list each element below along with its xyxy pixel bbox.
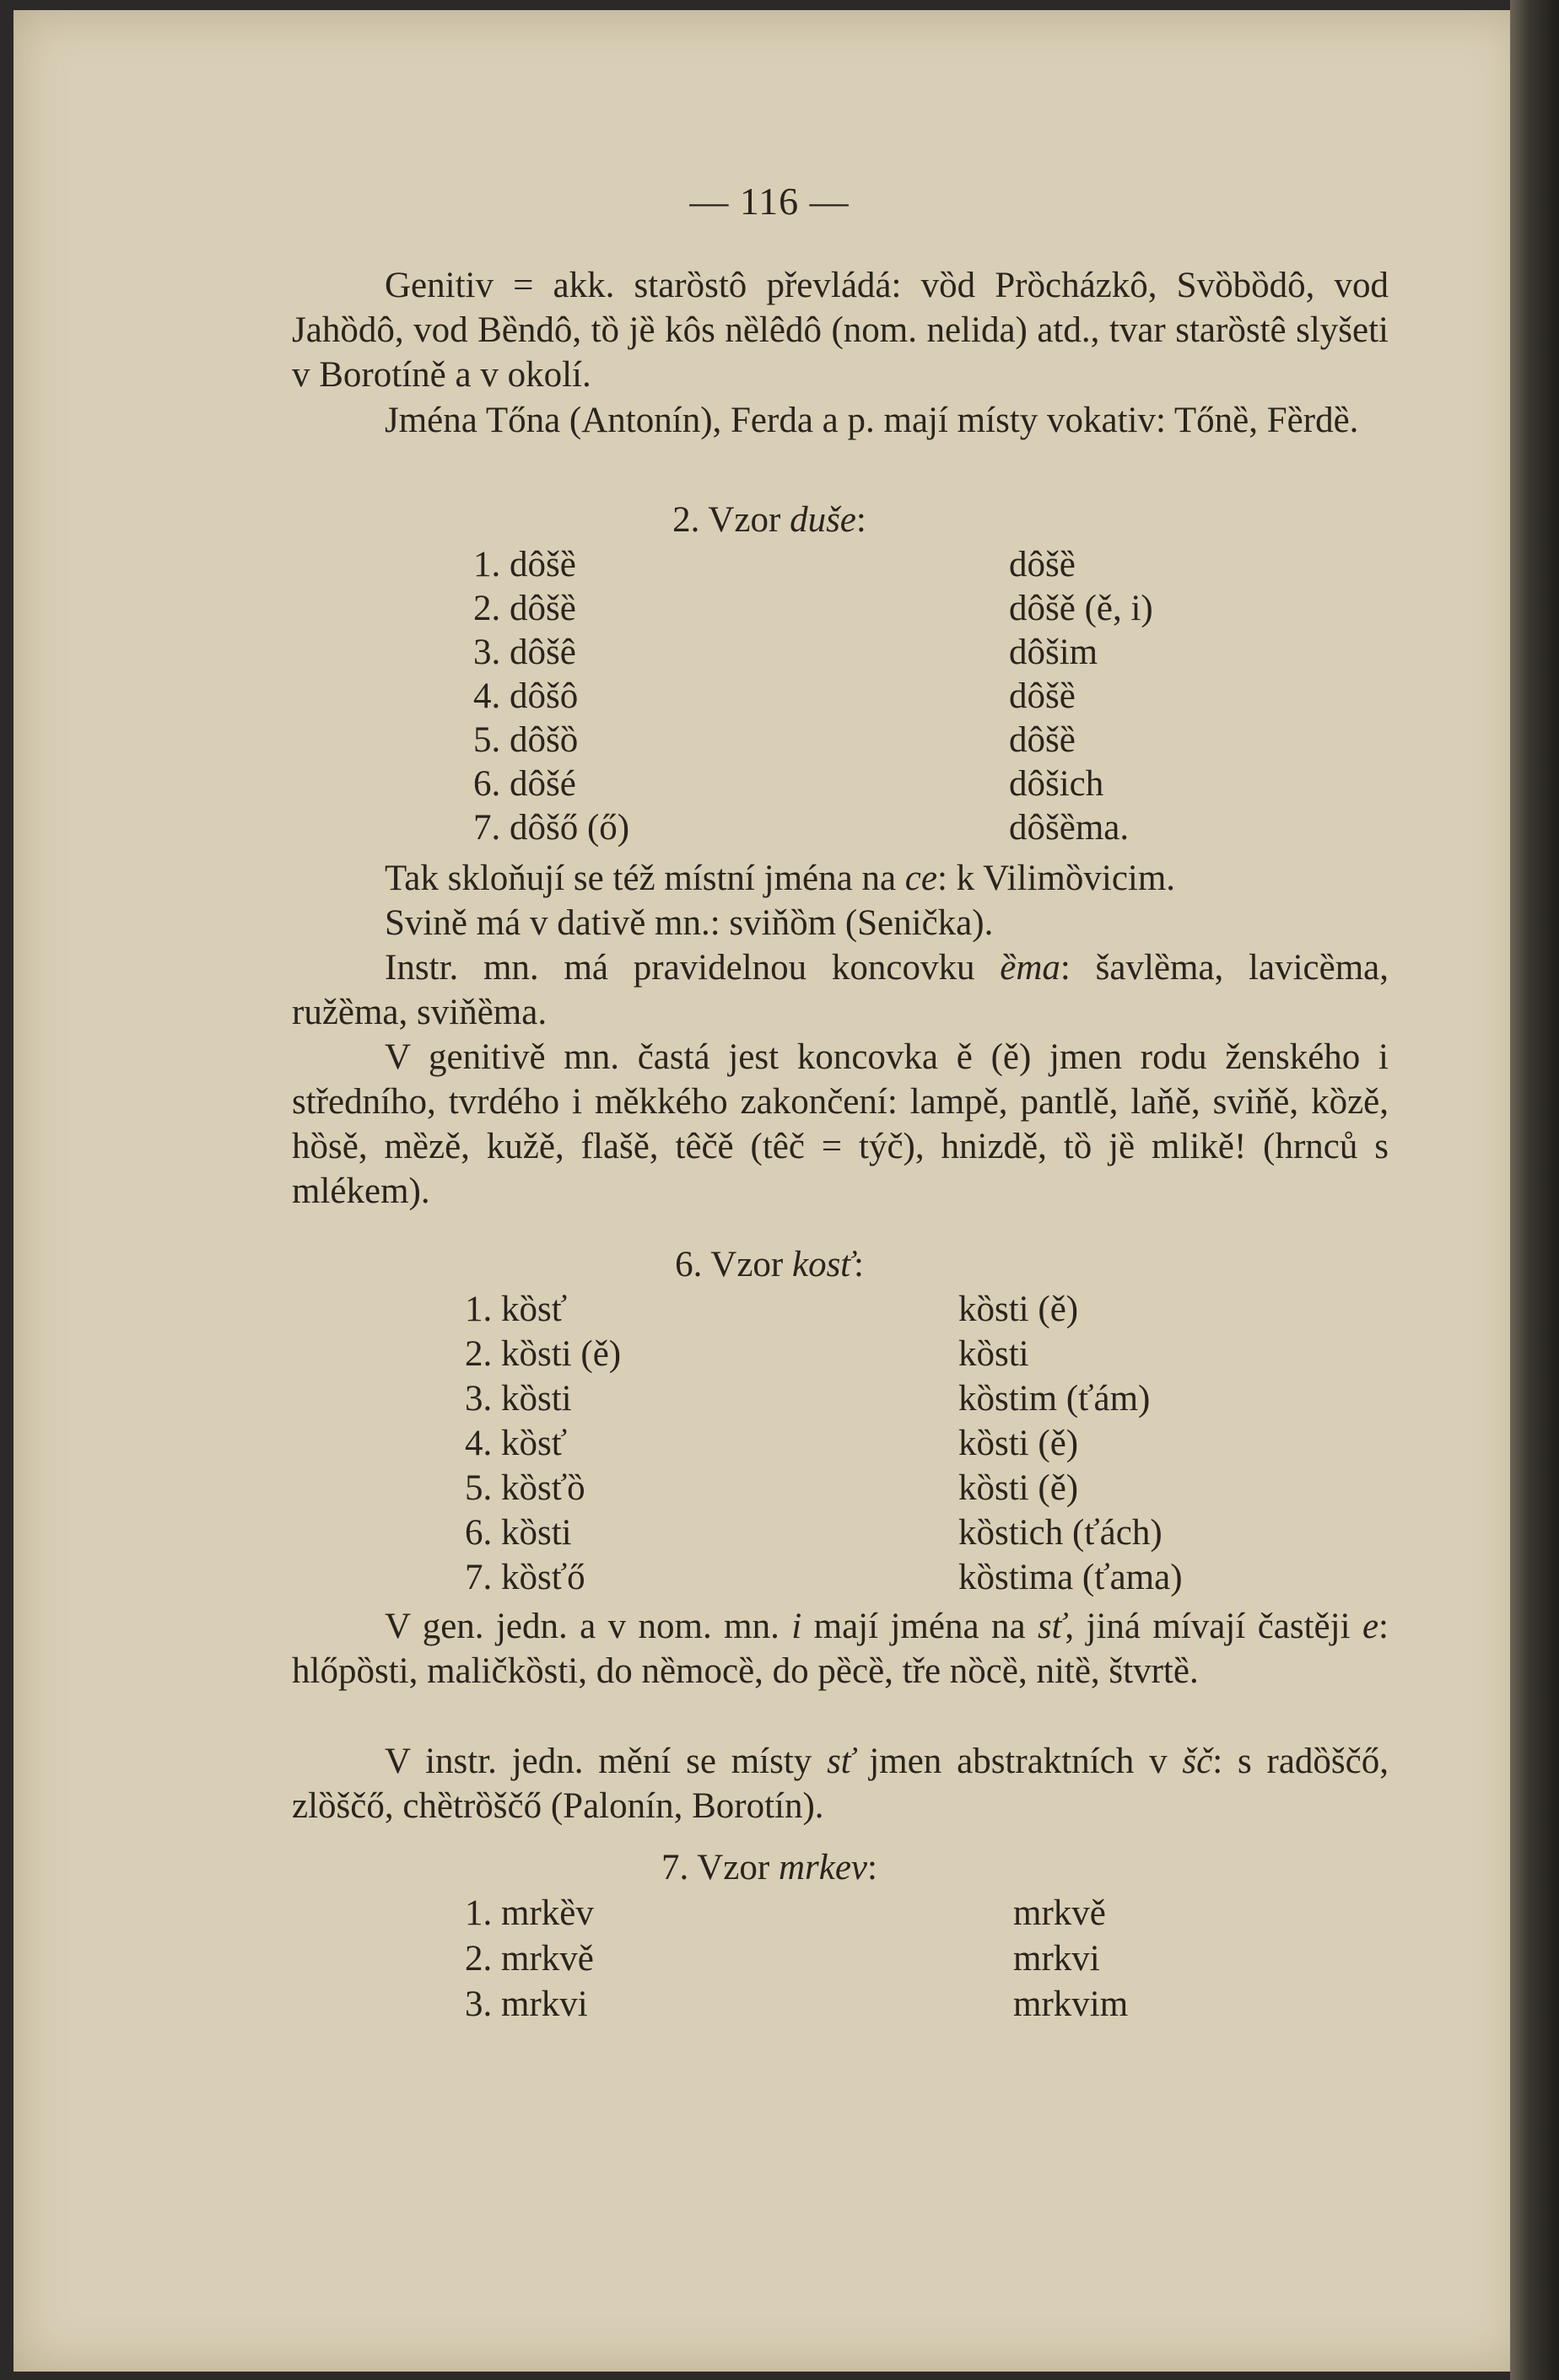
paradigm-pl: mrkvě bbox=[1013, 1893, 1106, 1933]
paradigm-sg: 6. kȍsti bbox=[465, 1513, 572, 1553]
heading-word: mrkev bbox=[778, 1848, 868, 1887]
paragraph-svine: Svině má v dativě mn.: sviňȍm (Senička). bbox=[385, 903, 994, 943]
paradigm-pl: mrkvi bbox=[1013, 1939, 1100, 1979]
text-italic: šč bbox=[1182, 1742, 1213, 1781]
book-page bbox=[13, 10, 1525, 2372]
paradigm-pl: mrkvim bbox=[1013, 1984, 1129, 2024]
paradigm-pl: dôšȅ bbox=[1009, 545, 1076, 584]
paradigm-sg: 1. mrkȅv bbox=[465, 1893, 594, 1933]
paradigm-sg: 6. dôšé bbox=[473, 764, 576, 804]
paradigm-sg: 1. dôšȅ bbox=[473, 545, 576, 584]
text-run: Tak skloňují se též místní jména na bbox=[385, 859, 905, 898]
paradigm-pl: dôšȅ bbox=[1009, 720, 1076, 760]
heading-word: duše bbox=[790, 500, 856, 540]
heading-colon: : bbox=[855, 500, 866, 540]
paragraph-genitiv-mn: V genitivě mn. častá jest koncovka ě (ě) jmen rodu ženského i středního, tvrdého i měkkého zakončení: lampě, pantlě, laňě, sviňě, kȍzě, hȍsě, mȅzě, kužě, flašě, têčě (têč = týč), hnizdě, tȍ jȅ mlikě! (hrnců s mlékem). bbox=[292, 1037, 1389, 1211]
paradigm-sg: 3. dôšê bbox=[473, 633, 576, 672]
text-italic: e bbox=[1362, 1607, 1379, 1646]
paradigm-pl: dôšȅma. bbox=[1009, 808, 1130, 848]
text-run: Instr. mn. má pravidelnou koncovku bbox=[385, 948, 1001, 988]
paragraph-vokativ: Jména Tőna (Antonín), Ferda a p. mají místy vokativ: Tőnȅ, Fȅrdȅ. bbox=[385, 401, 1359, 440]
paragraph-instr bbox=[292, 945, 1389, 1035]
paradigm-sg: 4. dôšô bbox=[473, 676, 579, 716]
heading-vzor-duse bbox=[13, 499, 1525, 541]
paradigm-sg: 5. kȍsťȍ bbox=[465, 1468, 585, 1508]
heading-number: 7. Vzor bbox=[661, 1848, 779, 1887]
paragraph-gen-jedn bbox=[292, 1604, 1389, 1693]
paradigm-pl: dôšě (ě, i) bbox=[1009, 589, 1153, 628]
text-run: : šavlȅma, lavicȅma, ružȅma, sviňȅma. bbox=[292, 948, 1389, 1032]
heading-number: 2. Vzor bbox=[672, 500, 790, 540]
text-run: jmen abstraktních v bbox=[854, 1742, 1183, 1781]
text-run: V gen. jedn. a v nom. mn. bbox=[385, 1607, 792, 1646]
page-number: — 116 — bbox=[689, 180, 850, 223]
heading-number: 6. Vzor bbox=[675, 1245, 792, 1284]
paradigm-pl: dôšim bbox=[1009, 633, 1098, 672]
heading-vzor-kost bbox=[13, 1244, 1525, 1285]
text-italic: sť bbox=[827, 1742, 855, 1781]
paradigm-pl: kȍsti (ě) bbox=[958, 1468, 1079, 1508]
text-italic: ȅma bbox=[1000, 948, 1060, 988]
text-run: : hlőpȍsti, maličkȍsti, do nȅmocȅ, do pȅcȅ, tře nȍcȅ, nitȅ, štvrtȅ. bbox=[292, 1607, 1389, 1691]
heading-word: kosť bbox=[792, 1245, 854, 1284]
paradigm-pl: dôšich bbox=[1009, 764, 1104, 804]
paradigm-sg: 4. kȍsť bbox=[465, 1424, 568, 1463]
paradigm-sg: 2. mrkvě bbox=[465, 1939, 594, 1979]
paradigm-sg: 2. kȍsti (ě) bbox=[465, 1334, 622, 1374]
paradigm-sg: 2. dôšȅ bbox=[473, 589, 576, 628]
paragraph-mistni-jmena bbox=[292, 856, 1389, 901]
paradigm-pl: kȍsti bbox=[958, 1334, 1029, 1374]
paradigm-sg: 7. kȍsťő bbox=[465, 1558, 585, 1597]
text-italic: sť bbox=[1037, 1607, 1065, 1646]
paragraph-instr-jedn bbox=[292, 1739, 1389, 1828]
book-spine bbox=[1510, 0, 1559, 2380]
text-run: , jiná mívají častěji bbox=[1065, 1607, 1362, 1646]
paradigm-pl: dôšȅ bbox=[1009, 676, 1076, 716]
paradigm-pl: kȍstim (ťám) bbox=[958, 1379, 1151, 1419]
heading-colon: : bbox=[853, 1245, 864, 1284]
text-run: : s radȍščő, zlȍščő, chȅtrȍščő (Palonín, Borotín). bbox=[292, 1742, 1389, 1826]
heading-vzor-mrkev bbox=[13, 1847, 1525, 1888]
text-run: V instr. jedn. mění se místy bbox=[385, 1742, 828, 1781]
paradigm-pl: kȍsti (ě) bbox=[958, 1424, 1079, 1463]
paradigm-sg: 5. dôšȍ bbox=[473, 720, 579, 760]
paradigm-sg: 3. mrkvi bbox=[465, 1984, 588, 2024]
paragraph-genitiv: Genitiv = akk. starȍstô převládá: vȍd Prȍcházkô, Svȍbȍdô, vod Jahȍdô, vod Bȅndô, tȍ jȅ kôs nȅlêdô (nom. nelida) atd., tvar starȍstê slyšeti v Borotíně a v okolí. bbox=[292, 266, 1389, 395]
text-italic: ce bbox=[904, 859, 937, 898]
heading-colon: : bbox=[867, 1848, 877, 1887]
paradigm-pl: kȍstich (ťách) bbox=[958, 1513, 1163, 1553]
text-run: : k Vilimȍvicim. bbox=[936, 859, 1176, 898]
text-italic: i bbox=[791, 1607, 802, 1646]
paradigm-pl: kȍstima (ťama) bbox=[958, 1558, 1183, 1597]
paradigm-pl: kȍsti (ě) bbox=[958, 1290, 1079, 1329]
paradigm-sg: 7. dôšő (ő) bbox=[473, 808, 630, 848]
text-run: mají jména na bbox=[801, 1607, 1038, 1646]
paradigm-sg: 3. kȍsti bbox=[465, 1379, 572, 1419]
paradigm-sg: 1. kȍsť bbox=[465, 1290, 568, 1329]
